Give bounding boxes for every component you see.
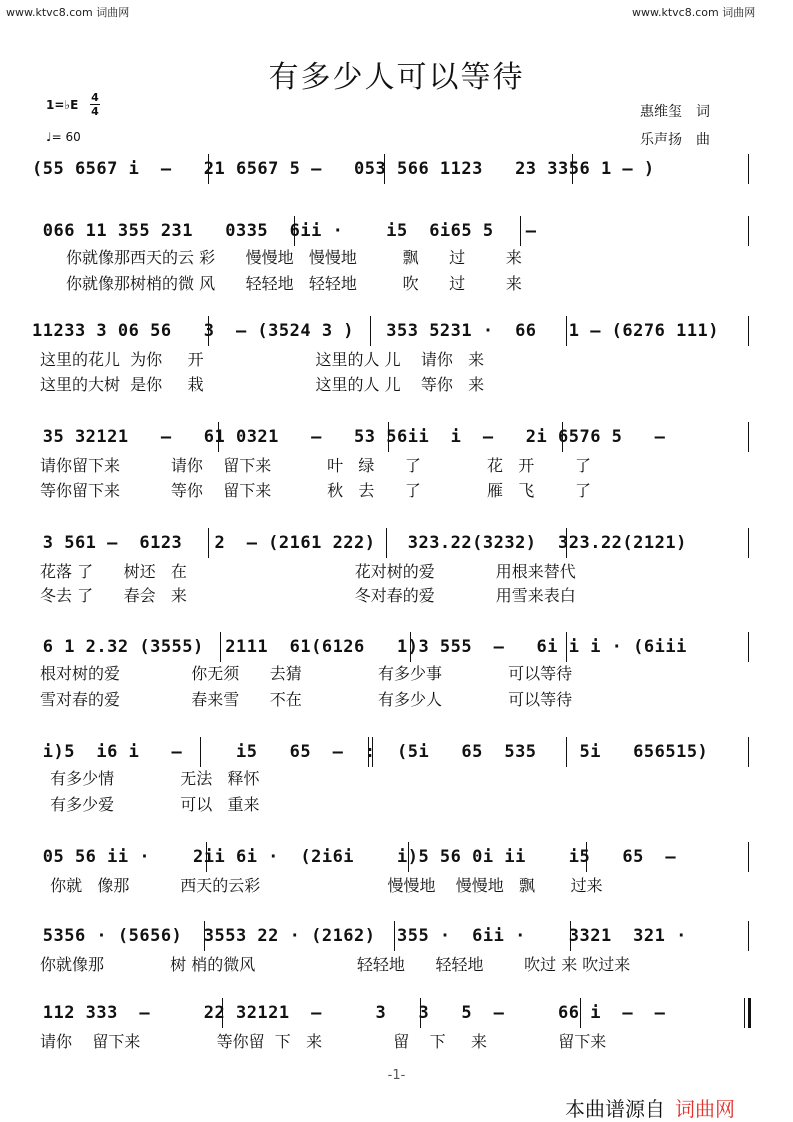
source-brand: 词曲网 bbox=[675, 1097, 735, 1121]
time-signature-bottom: 4 bbox=[91, 105, 99, 118]
lyric-line: 这里的大树 是你 栽 这里的人 儿 等你 来 bbox=[40, 375, 485, 394]
time-signature-top: 4 bbox=[91, 91, 99, 104]
watermark-left: www.ktvc8.com 词曲网 bbox=[6, 6, 130, 19]
lyric-line: 雪对春的爱 春来雪 不在 有多少人 可以等待 bbox=[40, 690, 573, 709]
notation-line: (55 6567 i – 21 6567 5 – 053 566 1123 23 3356 1 – ) bbox=[32, 159, 655, 179]
notation-row-1 bbox=[32, 158, 752, 180]
bar-line bbox=[570, 921, 571, 951]
lyric-line: 花落 了 树还 在 花对树的爱 用根来替代 bbox=[40, 562, 576, 581]
lyric-line: 你就 像那 西天的云彩 慢慢地 慢慢地 飘 过来 bbox=[40, 876, 603, 895]
bar-line bbox=[388, 422, 389, 452]
bar-line bbox=[748, 154, 749, 184]
bar-line bbox=[206, 842, 207, 872]
bar-line bbox=[372, 737, 373, 767]
lyric-line: 你就像那西天的云 彩 慢慢地 慢慢地 飘 过 来 bbox=[66, 248, 522, 267]
notation-row-10 bbox=[32, 1002, 752, 1024]
notation-line: 11233 3 06 56 3 – (3524 3 ) 353 5231 · 66 1 – (6276 111) bbox=[32, 321, 720, 341]
notation-line: 6 1 2.32 (3555) 2111 61(6126 1)3 555 – 6i i i · (6iii bbox=[32, 637, 687, 657]
bar-line bbox=[520, 216, 521, 246]
notation-line: 05 56 ii · 2ii 6i · (2i6i i)5 56 0i ii i5 65 – bbox=[32, 847, 677, 867]
bar-line bbox=[748, 216, 749, 246]
notation-line: 35 32121 – 61 0321 – 53 56ii i – 2i 6576 5 – bbox=[32, 427, 666, 447]
bar-line bbox=[748, 842, 749, 872]
composer-credit: 乐声扬 曲 bbox=[640, 132, 710, 148]
bar-line bbox=[204, 921, 205, 951]
bar-line bbox=[572, 154, 573, 184]
watermark-right: www.ktvc8.com 词曲网 bbox=[632, 6, 756, 19]
bar-line bbox=[208, 154, 209, 184]
bar-line bbox=[408, 842, 409, 872]
bar-line bbox=[748, 528, 749, 558]
bar-line bbox=[748, 316, 749, 346]
bar-line bbox=[562, 422, 563, 452]
time-signature bbox=[90, 92, 100, 117]
bar-line bbox=[748, 737, 749, 767]
bar-line bbox=[220, 632, 221, 662]
bar-line bbox=[200, 737, 201, 767]
notation-row-6 bbox=[32, 636, 752, 658]
source-text: 本曲谱源自 bbox=[565, 1097, 665, 1121]
notation-line: 5356 · (5656) 3553 22 · (2162) 355 · 6ii · 3321 321 · bbox=[32, 926, 687, 946]
notation-row-7 bbox=[32, 741, 752, 763]
final-bar-line bbox=[748, 998, 751, 1028]
lyric-line: 你就像那树梢的微 风 轻轻地 轻轻地 吹 过 来 bbox=[66, 274, 522, 293]
key-signature: 1=♭E bbox=[46, 98, 79, 112]
notation-row-4 bbox=[32, 426, 752, 448]
bar-line bbox=[386, 528, 387, 558]
notation-row-8 bbox=[32, 846, 752, 868]
notation-row-2 bbox=[32, 220, 752, 242]
bar-line bbox=[748, 422, 749, 452]
bar-line bbox=[294, 216, 295, 246]
bar-line bbox=[370, 316, 371, 346]
notation-line: 3 561 – 6123 2 – (2161 222) 323.22(3232) 323.22(2121) bbox=[32, 533, 687, 553]
notation-line: 112 333 – 22 32121 – 3 3 5 – 66 i – – bbox=[32, 1003, 666, 1023]
notation-row-9 bbox=[32, 925, 752, 947]
bar-line bbox=[566, 632, 567, 662]
bar-line bbox=[580, 998, 581, 1028]
lyric-line: 这里的花儿 为你 开 这里的人 儿 请你 来 bbox=[40, 350, 485, 369]
lyric-line: 等你留下来 等你 留下来 秋 去 了 雁 飞 了 bbox=[40, 481, 591, 500]
lyric-line: 有多少情 无法 释怀 bbox=[40, 769, 260, 788]
final-bar-line bbox=[744, 998, 745, 1028]
notation-line: 066 11 355 231 0335 6ii · i5 6i65 5 – bbox=[32, 221, 537, 241]
bar-line bbox=[586, 842, 587, 872]
bar-line bbox=[748, 632, 749, 662]
bar-line bbox=[208, 528, 209, 558]
lyric-line: 你就像那 树 梢的微风 轻轻地 轻轻地 吹过 来 吹过来 bbox=[40, 955, 631, 974]
tempo-marking: ♩= 60 bbox=[46, 130, 81, 144]
bar-line bbox=[368, 737, 369, 767]
bar-line bbox=[566, 737, 567, 767]
lyric-line: 有多少爱 可以 重来 bbox=[40, 795, 260, 814]
page-number: -1- bbox=[387, 1068, 406, 1083]
notation-row-3 bbox=[32, 320, 752, 342]
bar-line bbox=[748, 921, 749, 951]
notation-line: i)5 i6 i – i5 65 – : (5i 65 535 5i 656515) bbox=[32, 742, 709, 762]
lyric-line: 请你留下来 请你 留下来 叶 绿 了 花 开 了 bbox=[40, 456, 591, 475]
bar-line bbox=[384, 154, 385, 184]
lyricist-credit: 惠维玺 词 bbox=[640, 104, 710, 120]
bar-line bbox=[566, 316, 567, 346]
lyric-line: 根对树的爱 你无须 去猜 有多少事 可以等待 bbox=[40, 664, 573, 683]
bar-line bbox=[394, 921, 395, 951]
source-credit bbox=[565, 1093, 735, 1122]
bar-line bbox=[218, 422, 219, 452]
notation-row-5 bbox=[32, 532, 752, 554]
bar-line bbox=[410, 632, 411, 662]
bar-line bbox=[222, 998, 223, 1028]
bar-line bbox=[566, 528, 567, 558]
song-title: 有多少人可以等待 bbox=[268, 60, 525, 95]
lyric-line: 请你 留下来 等你留 下 来 留 下 来 留下来 bbox=[40, 1032, 607, 1051]
bar-line bbox=[420, 998, 421, 1028]
bar-line bbox=[208, 316, 209, 346]
lyric-line: 冬去 了 春会 来 冬对春的爱 用雪来表白 bbox=[40, 586, 576, 605]
